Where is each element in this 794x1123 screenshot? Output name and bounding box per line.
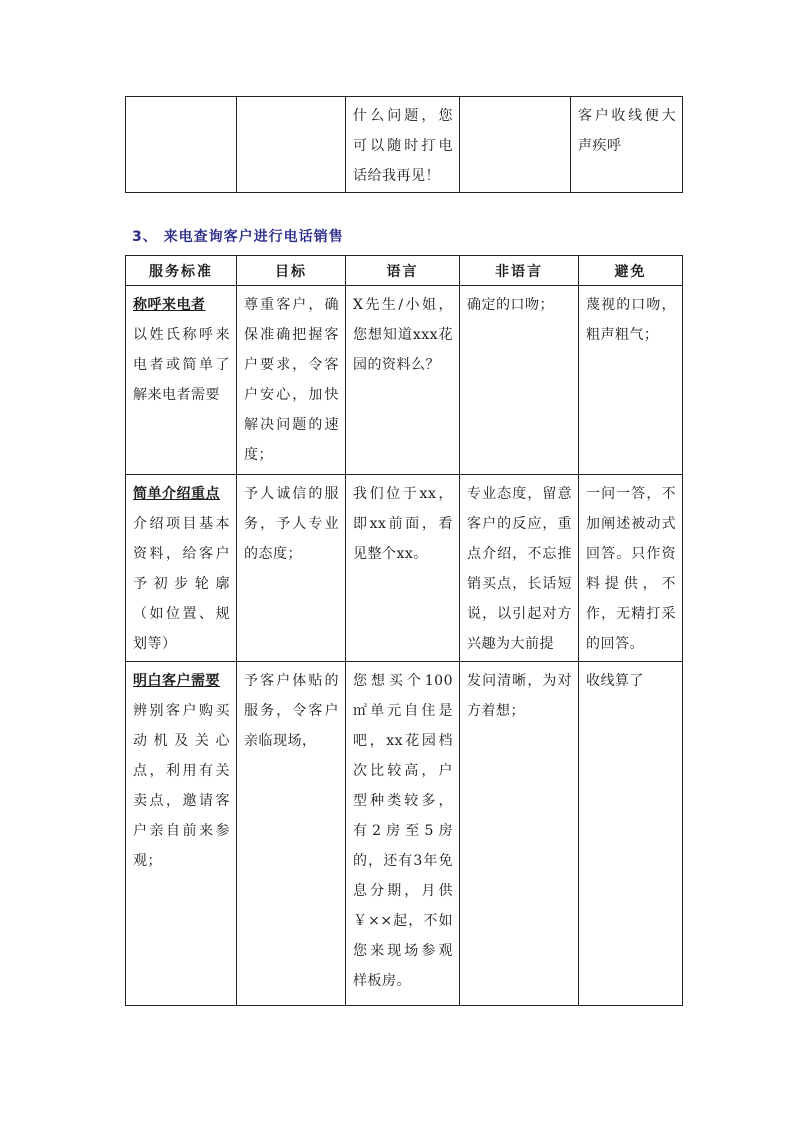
standard-cell — [126, 475, 237, 662]
table-row — [126, 475, 683, 662]
goal-cell: 予客户体贴的服务，令客户亲临现场， — [237, 662, 346, 1006]
nonverbal-cell: 发问清晰，为对方着想； — [460, 662, 579, 1006]
standard-desc: 介绍项目基本资料，给客户予初步轮廓（如位置、规划等） — [133, 516, 230, 652]
table-row — [126, 97, 683, 193]
table-cell: 客户收线便大声疾呼 — [571, 97, 683, 193]
standard-desc: 以姓氏称呼来电者或简单了解来电者需要 — [133, 327, 230, 403]
standard-cell — [126, 286, 237, 475]
nonverbal-cell: 专业态度，留意客户的反应，重点介绍，不忘推销买点，长话短说，以引起对方兴趣为大前提 — [460, 475, 579, 662]
goal-cell: 尊重客户，确保准确把握客户要求，令客户安心，加快解决问题的速度； — [237, 286, 346, 475]
header-standard: 服务标准 — [126, 256, 237, 286]
header-language: 语言 — [346, 256, 460, 286]
standard-desc: 辨别客户购买动机及关心点，利用有关卖点，邀请客户亲自前来参观； — [133, 703, 230, 869]
standard-title: 明白客户需要 — [133, 673, 220, 689]
phone-sales-table — [125, 255, 683, 1006]
language-cell: X先生/小姐，您想知道xxx花园的资料么？ — [346, 286, 460, 475]
standard-title: 简单介绍重点 — [133, 486, 220, 502]
table-cell — [460, 97, 571, 193]
section-title: 3、 来电查询客户进行电话销售 — [132, 229, 344, 245]
header-avoid: 避免 — [579, 256, 683, 286]
avoid-cell: 收线算了 — [579, 662, 683, 1006]
nonverbal-cell: 确定的口吻； — [460, 286, 579, 475]
table-row — [126, 286, 683, 475]
continued-table — [125, 96, 683, 193]
table-header-row — [126, 256, 683, 286]
table-cell: 什么问题，您可以随时打电话给我再见！ — [346, 97, 460, 193]
header-goal: 目标 — [237, 256, 346, 286]
language-cell: 您想买个100㎡单元自住是吧，xx花园档次比较高，户型种类较多，有2房至5房的，还有3年免息分期，月供￥××起，不如您来现场参观样板房。 — [346, 662, 460, 1006]
table-cell — [126, 97, 237, 193]
table-cell — [237, 97, 346, 193]
goal-cell: 予人诚信的服务，予人专业的态度； — [237, 475, 346, 662]
avoid-cell: 一问一答，不加阐述被动式回答。只作资料提供，不作，无精打采的回答。 — [579, 475, 683, 662]
standard-cell — [126, 662, 237, 1006]
header-nonverbal: 非语言 — [460, 256, 579, 286]
table-row — [126, 662, 683, 1006]
language-cell: 我们位于xx，即xx前面，看见整个xx。 — [346, 475, 460, 662]
standard-title: 称呼来电者 — [133, 297, 206, 313]
avoid-cell: 蔑视的口吻，粗声粗气； — [579, 286, 683, 475]
